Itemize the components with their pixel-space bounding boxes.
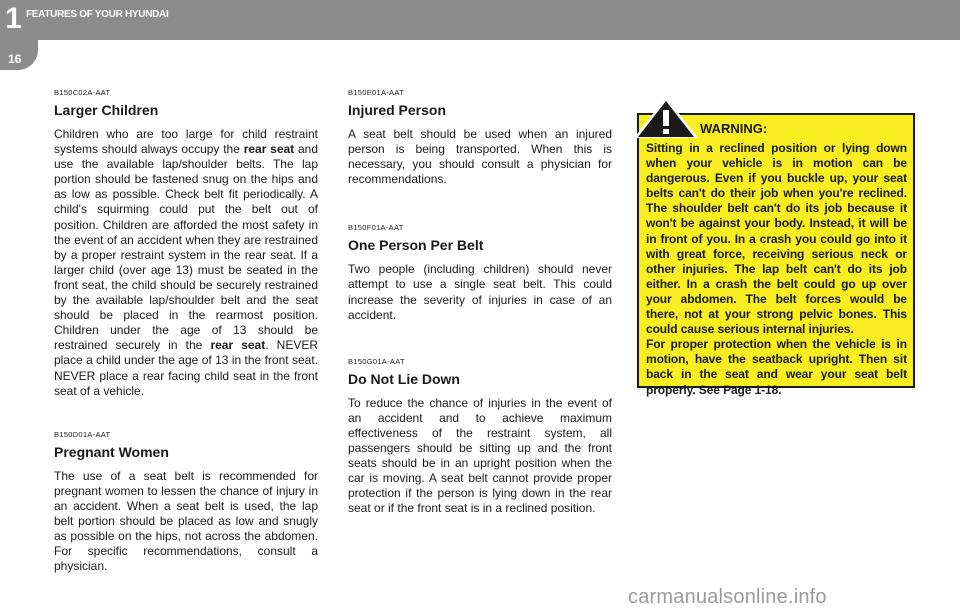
chapter-title: FEATURES OF YOUR HYUNDAI bbox=[26, 9, 169, 20]
section-body: The use of a seat belt is recommended for pregnant women to lessen the chance of injury in an accident. When a seat belt is used, the lap belt portion should be placed as low and snugly as possible on the hips, not across the abdomen. For specific recommendations, consult a physician. bbox=[54, 468, 318, 574]
warning-box bbox=[637, 113, 915, 397]
middle-column bbox=[348, 88, 612, 517]
warning-text: Sitting in a reclined position or lying down when your vehicle is in motion can be dangerous. Even if you buckle up, your seat belts can't do their job when you're reclined. The shoulder belt can't do its job because it won't be against your body. Instead, it will be in front of you. In a crash you could go into it with great force, receiving serious neck or other injuries. The lap belt can't do its job either. In a crash the belt could go up over your abdomen. The belt forces would be there, not at your strong pelvic bones. This could cause serious internal injuries. For proper protection when the vehicle is in motion, have the seatback upright. Then sit back in the seat and wear your seat belt properly. See Page 1-18. bbox=[646, 141, 907, 397]
section-one-person-per-belt bbox=[348, 223, 612, 322]
warning-title: WARNING: bbox=[700, 121, 768, 136]
exclamation-triangle-icon bbox=[626, 95, 706, 139]
section-code: B150F01A-AAT bbox=[348, 223, 404, 233]
section-title: One Person Per Belt bbox=[348, 237, 484, 254]
section-pregnant-women bbox=[54, 430, 318, 575]
section-title: Injured Person bbox=[348, 102, 447, 118]
chapter-number: 1 bbox=[5, 2, 22, 35]
left-column bbox=[54, 88, 318, 574]
section-title: Pregnant Women bbox=[54, 443, 169, 460]
section-do-not-lie-down bbox=[348, 357, 612, 517]
section-code: B150E01A-AAT bbox=[348, 88, 404, 97]
section-title: Larger Children bbox=[54, 102, 159, 118]
emphasis-rear-seat: rear seat bbox=[210, 338, 266, 353]
header-band bbox=[0, 0, 960, 40]
header-curve bbox=[38, 40, 960, 80]
watermark: carmanualsonline.info bbox=[628, 586, 827, 608]
section-body: Two people (including children) should never attempt to use a single seat belt. This could increase the severity of injuries in case of an accident. bbox=[348, 262, 612, 322]
page-number: 16 bbox=[8, 52, 22, 66]
section-body: Children who are too large for child restraint systems should always occupy the rear seat and use the available lap/shoulder belts. The lap portion should be fastened snug on the hips and as low as possible. Check belt fit periodically. A child's squirming could put the belt out of position. Children are afforded the most safety in the event of an accident when they are restrained by a proper restraint system in the rear seat. If a larger child (over age 13) must be seated in the front seat, the child should be securely restrained by the available lap/shoulder belt and the seat should be placed in the rearmost position. Children under the age of 13 should be restrained securely in the rear seat. NEVER place a child under the age of 13 in the front seat. NEVER place a rear facing child seat in the front seat of a vehicle. bbox=[54, 127, 319, 398]
section-body: To reduce the chance of injuries in the event of an accident and to achieve maximum effectiveness of the restraint system, all passengers should be sitting up and the front seats should be in an upright position when the car is moving. A seat belt cannot provide proper protection if the person is lying down in the rear seat or if the front seat is in a reclined position. bbox=[348, 395, 612, 516]
section-body: A seat belt should be used when an injured person is being transported. When this is necessary, you should consult a physician for recommendations. bbox=[348, 127, 612, 187]
section-injured-person bbox=[348, 88, 612, 187]
section-code: B150C02A-AAT bbox=[54, 88, 111, 97]
section-code: B150D01A-AAT bbox=[54, 429, 111, 439]
section-code: B150G01A-AAT bbox=[348, 356, 405, 366]
section-larger-children bbox=[54, 88, 318, 399]
section-title: Do Not Lie Down bbox=[348, 370, 460, 387]
emphasis-rear-seat: rear seat bbox=[243, 142, 295, 157]
